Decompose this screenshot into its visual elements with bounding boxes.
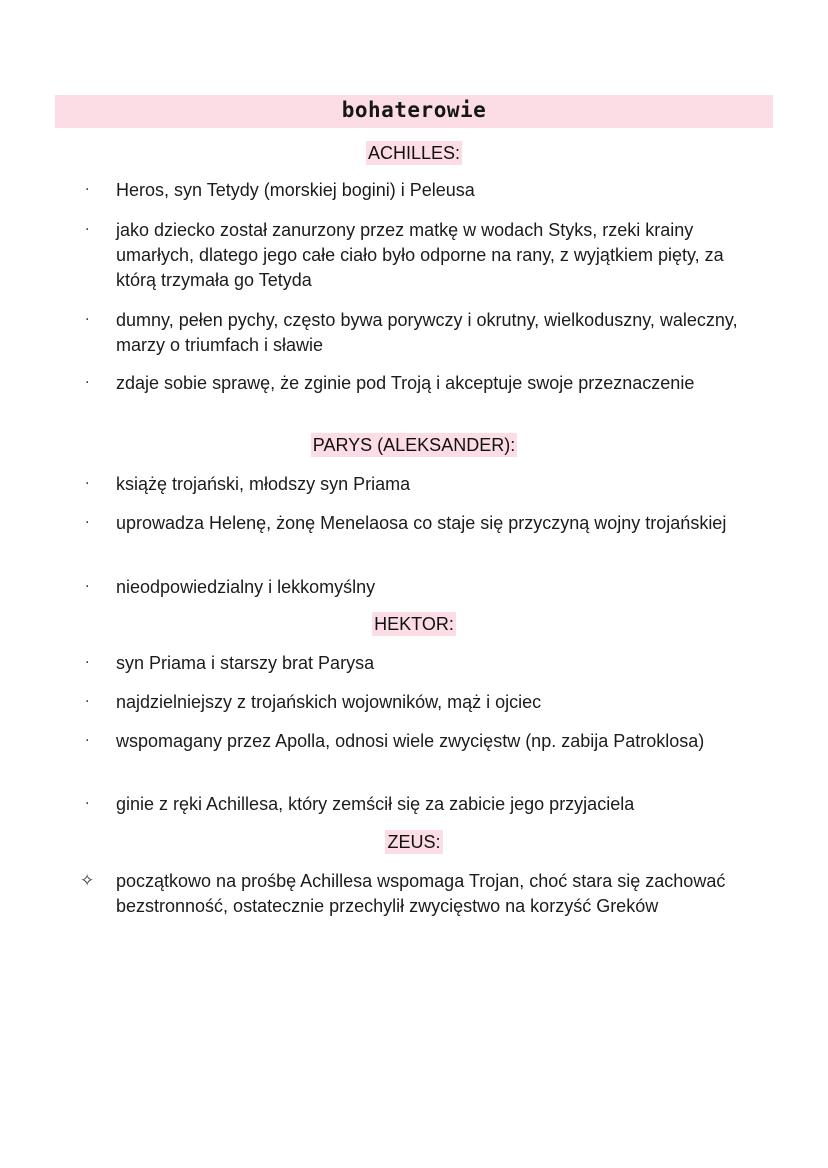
section-heading-label: HEKTOR:	[374, 614, 454, 634]
section-heading-zeus	[0, 830, 828, 854]
list-item-text: nieodpowiedzialny i lekkomyślny	[116, 577, 376, 597]
sparkle-bullet-icon: ✧	[80, 871, 95, 891]
list-item-text: syn Priama i starszy brat Parysa	[116, 653, 375, 673]
bullet-icon: ·	[85, 375, 90, 391]
bullet-icon: ·	[85, 515, 90, 531]
section-heading-parys	[0, 433, 828, 457]
section-heading-label: ACHILLES:	[367, 143, 461, 163]
page-title: bohaterowie	[341, 98, 487, 122]
bullet-icon: ·	[85, 476, 90, 492]
section-heading-label: PARYS (ALEKSANDER):	[312, 435, 516, 455]
bullet-icon: ·	[85, 312, 90, 328]
section-heading-achilles	[0, 141, 828, 165]
bullet-icon: ·	[85, 733, 90, 749]
bullet-icon: ·	[85, 182, 90, 198]
bullet-icon: ·	[85, 222, 90, 238]
list-item-text: książę trojański, młodszy syn Priama	[116, 474, 411, 494]
list-item-text: ginie z ręki Achillesa, który zemścił się za zabicie jego przyjaciela	[116, 794, 635, 814]
list-item-text: wspomagany przez Apolla, odnosi wiele zwycięstw (np. zabija Patroklosa)	[116, 731, 705, 751]
list-item-text: zdaje sobie sprawę, że zginie pod Troją i akceptuje swoje przeznaczenie	[116, 373, 695, 393]
list-item-text: początkowo na prośbę Achillesa wspomaga Trojan, choć stara się zachować bezstronność, ostatecznie przechylił zwycięstwo na korzyść Greków	[116, 871, 726, 916]
bullet-icon: ·	[85, 579, 90, 595]
list-item-text: jako dziecko został zanurzony przez matkę w wodach Styks, rzeki krainy umarłych, dlatego jego całe ciało było odporne na rany, z wyjątkiem pięty, za którą trzymała go Tetyda	[116, 220, 724, 290]
section-heading-label: ZEUS:	[387, 832, 441, 852]
bullet-icon: ·	[85, 796, 90, 812]
section-heading-hektor	[0, 612, 828, 636]
list-item-text: najdzielniejszy z trojańskich wojowników, mąż i ojciec	[116, 692, 542, 712]
bullet-icon: ·	[85, 694, 90, 710]
list-item-text: dumny, pełen pychy, często bywa porywczy i okrutny, wielkoduszny, waleczny, marzy o triumfach i sławie	[116, 310, 738, 355]
bullet-icon: ·	[85, 655, 90, 671]
list-item-text: uprowadza Helenę, żonę Menelaosa co staje się przyczyną wojny trojańskiej	[116, 513, 727, 533]
list-item-text: Heros, syn Tetydy (morskiej bogini) i Peleusa	[116, 180, 475, 200]
